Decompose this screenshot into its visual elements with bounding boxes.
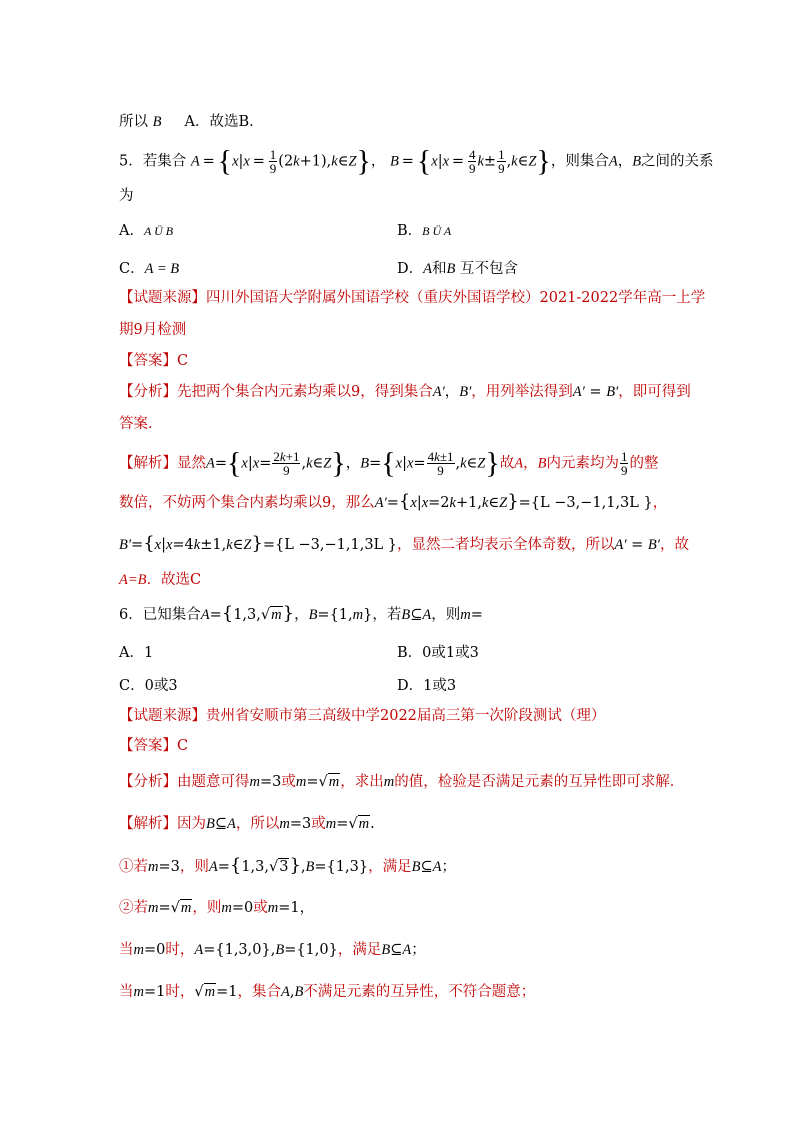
q5-solution-line1: 【解析】显然A={x|x= $\frac{2k+1}{9}$ ,k∈Z}，B={x|x= $\frac{4k\pm 1}{9}$ ,k∈Z}故A，B内元素均为 $\frac{1}{9}$ 的整 [119, 446, 659, 480]
q5-answer: 【答案】C [119, 353, 189, 369]
q5-analysis-line2: 答案． [119, 416, 163, 432]
q6-analysis: 【分析】由题意可得m=3或m=√m，求出m的值，检验是否满足元素的互异性即可求解． [119, 774, 685, 790]
q6-stem: 6．已知集合A={1,3,√m}，B={1,m}，若B⊆A，则m= [119, 603, 483, 624]
line-conclusion: 所以 B A．故选B． [119, 114, 264, 130]
q6-option-a: A．1 [119, 645, 154, 661]
q5-option-a: A．A Ü B [119, 223, 174, 239]
q5-option-b: B．B Ü A [397, 223, 452, 239]
q6-source: 【试题来源】贵州省安顺市第三高级中学2022届高三第一次阶段测试（理） [119, 708, 606, 724]
q6-option-b: B．0或1或3 [397, 645, 479, 661]
q6-solution-line5: 当m=1时，√m=1，集合A,B不满足元素的互异性，不符合题意； [119, 984, 536, 1000]
q5-solution-line3: B′={x|x=4k±1,k∈Z}={L −3,−1,1,3L }，显然二者均表示全体奇数，所以A′ = B′，故 [119, 533, 689, 554]
q5-solution-line4: A=B．故选C [119, 572, 202, 588]
q6-solution-line4: 当m=0时，A={1,3,0},B={1,0}，满足B⊆A； [119, 942, 426, 958]
q6-solution-line1: 【解析】因为B⊆A，所以m=3或m=√m. [119, 816, 375, 832]
q5-analysis-line1: 【分析】先把两个集合内元素均乘以9，得到集合A′，B′，用列举法得到A′ = B′，即可得到 [119, 384, 691, 400]
q6-solution-line2: ①若m=3，则A={1,3,√3},B={1,3}，满足B⊆A； [119, 855, 456, 876]
q6-solution-line3: ②若m=√m，则m=0或m=1， [119, 900, 315, 916]
q6-answer: 【答案】C [119, 738, 189, 754]
q5-option-c: C．A = B [119, 261, 180, 277]
q5-source-line2: 期9月检测 [119, 322, 187, 338]
q5-stem: 5．若集合 A = {x|x = $\frac{1}{9}$ (2k+1),k∈Z}， B = {x|x = $\frac{4}{9}$ k± $\frac{1}{9}$ ,k∈Z}，则集合A，B之间的关系 [119, 144, 714, 178]
q5-stem-cont: 为 [119, 188, 134, 204]
q6-option-d: D．1或3 [397, 678, 457, 694]
q5-source-line1: 【试题来源】四川外国语大学附属外国语学校（重庆外国语学校）2021-2022学年高一上学 [119, 290, 706, 306]
q6-option-c: C．0或3 [119, 678, 178, 694]
q5-solution-line2: 数倍，不妨两个集合内素均乘以9，那么A′={x|x=2k+1,k∈Z}={L −3,−1,1,3L }， [119, 491, 668, 512]
q5-option-d: D．A和B 互不包含 [397, 261, 518, 277]
